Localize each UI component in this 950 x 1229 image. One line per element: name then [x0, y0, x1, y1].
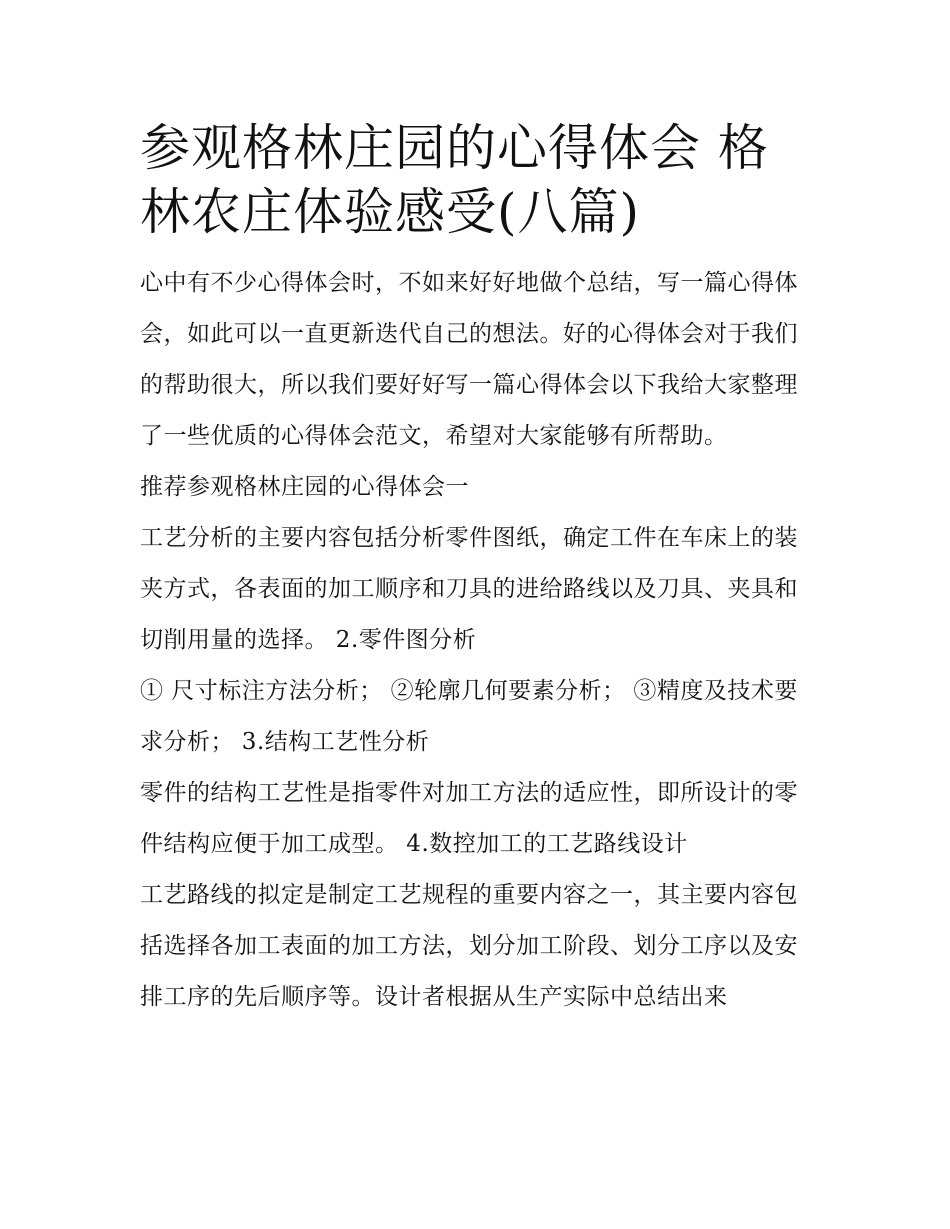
paragraph: 零件的结构工艺性是指零件对加工方法的适应性，即所设计的零件结构应便于加工成型。 4.数控加工的工艺路线设计 [140, 780, 798, 857]
paragraph-intro: 心中有不少心得体会时，不如来好好地做个总结，写一篇心得体会，如此可以一直更新迭代自己的想法。好的心得体会对于我们的帮助很大，所以我们要好好写一篇心得体会以下我给大家整理了一些优质的心得体会范文，希望对大家能够有所帮助。 [140, 270, 798, 449]
document-page [140, 116, 816, 1023]
paragraph: ① 尺寸标注方法分析； ②轮廓几何要素分析； ③精度及技术要求分析； 3.结构工艺性分析 [140, 678, 798, 755]
paragraph: 工艺分析的主要内容包括分析零件图纸，确定工件在车床上的装夹方式，各表面的加工顺序和刀具的进给路线以及刀具、夹具和切削用量的选择。 2.零件图分析 [140, 525, 798, 653]
section-heading: 推荐参观格林庄园的心得体会一 [140, 474, 469, 500]
paragraph: 工艺路线的拟定是制定工艺规程的重要内容之一，其主要内容包括选择各加工表面的加工方法，划分加工阶段、划分工序以及安排工序的先后顺序等。设计者根据从生产实际中总结出来 [140, 882, 798, 1010]
document-title: 参观格林庄园的心得体会 格林农庄体验感受(八篇) [140, 119, 769, 241]
document-body [140, 258, 816, 1023]
